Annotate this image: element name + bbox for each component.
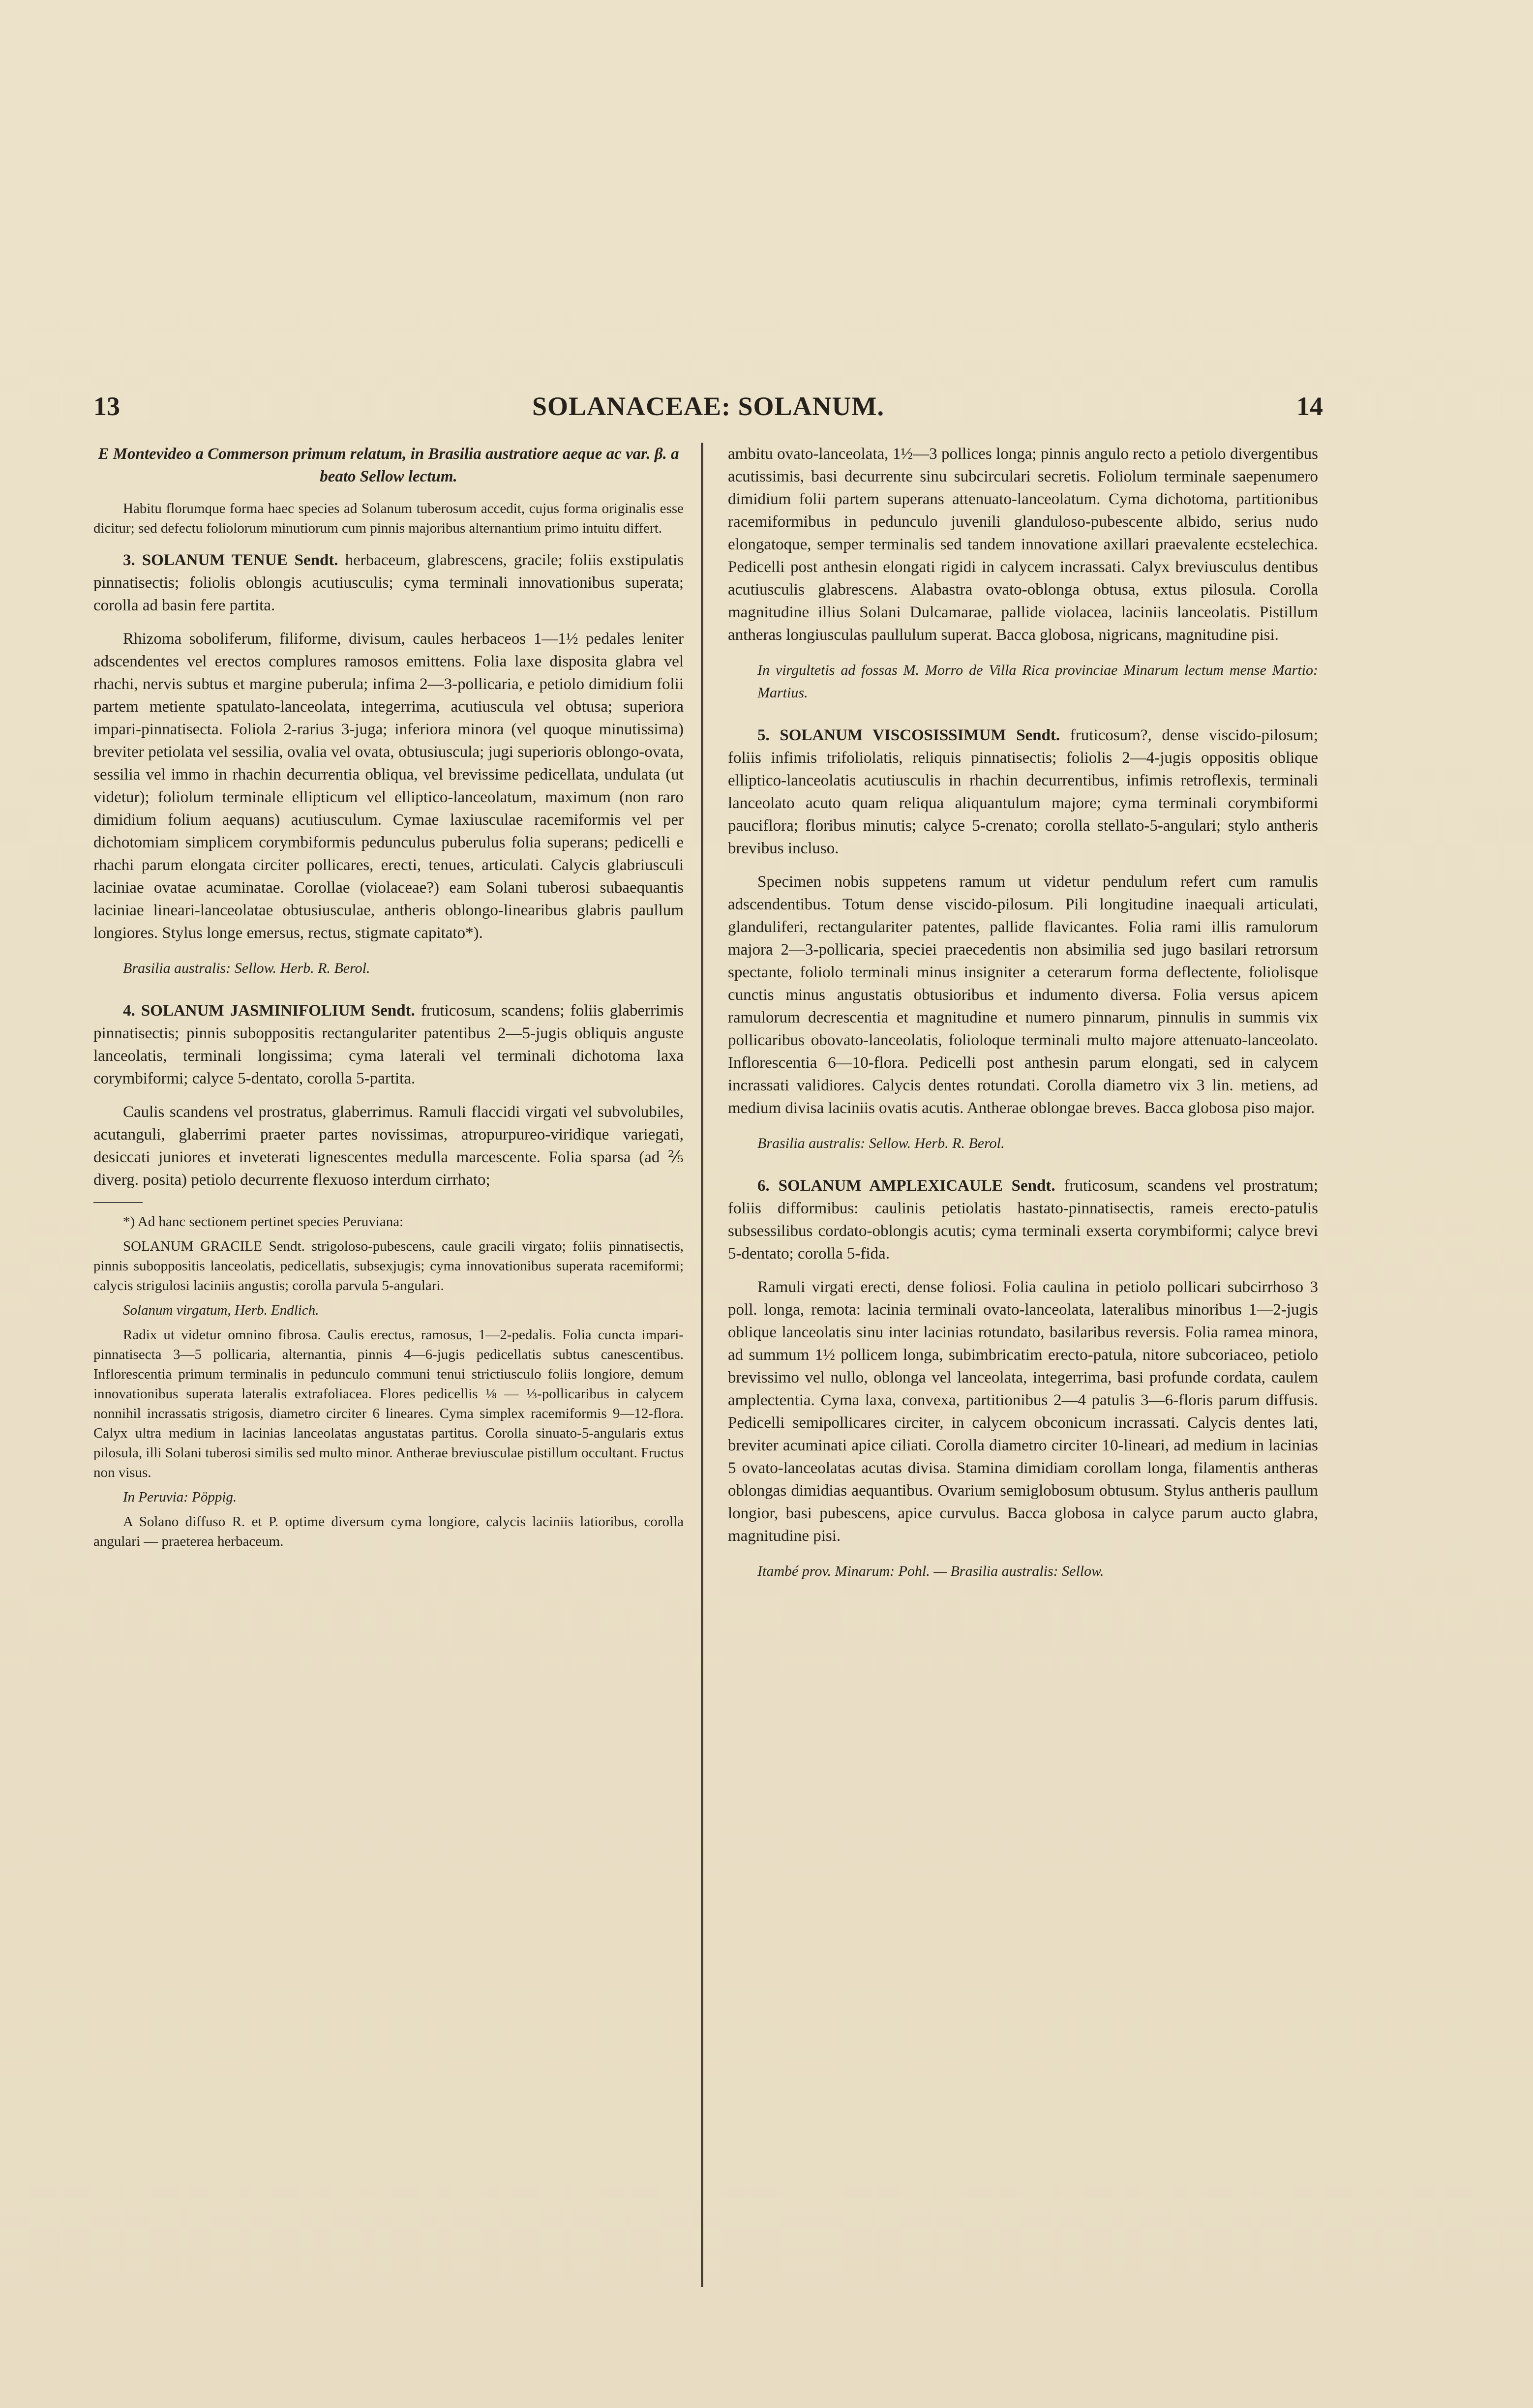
- footnote-description: Radix ut videtur omnino fibrosa. Caulis erectus, ramosus, 1—2-pedalis. Folia cuncta impari-pinnatisecta 3—5 pollicaria, alternantia, pinnis 4—6-jugis pedicellatis subtus canescentibus. Inflorescentia primum terminalis in pedunculo communi tenui strictiusculo foliis longiore, demum innovationibus superata lateralis extrafoliacea. Flores pedicellis ⅛ — ⅓-pollicaribus in calycem nonnihil incrassatis strigosis, diametro circiter 6 lineares. Cyma simplex racemiformis 9—12-flora. Calyx ultra medium in lacinias lanceolatas angustatas partitus. Corolla sinuato-5-angularis extus pilosula, illi Solani tuberosi similis sed multo minor. Antherae breviusculae pistillum occultant. Fructus non visus.: [93, 1327, 684, 1480]
- page-number-right: 14: [1296, 391, 1323, 421]
- species-5-locality: Brasilia australis: Sellow. Herb. R. Berol.: [757, 1135, 1005, 1151]
- footnote-locality: In Peruvia: Pöppig.: [123, 1489, 237, 1505]
- species-5-heading: 5. SOLANUM VISCOSISSIMUM Sendt.: [757, 726, 1060, 744]
- species-4-diagnosis-text: fruticosum, scandens; foliis glaberrimis pinnatisectis; pinnis suboppositis rectangulariter patentibus 2—5-jugis obliquis anguste lanceolatis, terminali longissima; cyma laterali vel terminali dichotoma laxa corymbiformi; calyce 5-dentato, corolla 5-partita.: [93, 1002, 684, 1087]
- footnote: [93, 1212, 684, 1551]
- footnote-synonym: Solanum virgatum, Herb. Endlich.: [123, 1302, 319, 1318]
- species-4-heading: 4. SOLANUM JASMINIFOLIUM Sendt.: [123, 1002, 415, 1020]
- species-5-diagnosis: [728, 724, 1318, 860]
- page-header: [93, 391, 1323, 425]
- species-4-continuation: ambitu ovato-lanceolata, 1½—3 pollices longa; pinnis angulo recto a petiolo divergentibus acutissimis, basi decurrente sinu subcirculari secretis. Foliolum terminale saepenumero dimidium folii partem superans attenuato-lanceolatum. Cyma dichotoma, partitionibus racemiformibus in pedunculo juvenili glanduloso-pubescente albido, serius nudo elongatoque, semper terminalis sed tandem innovatione axillari praevalente ecstelechica. Pedicelli post anthesin elongati rigidi in calycem incrassati. Calyx breviusculus dentibus acutiusculis glabrescens. Alabastra ovato-oblonga obtusa, extus pilosula. Corolla magnitudine illius Solani Dulcamarae, pallide violacea, laciniis lanceolatis. Pistillum antheras longiusculas paullulum superat. Bacca globosa, nigricans, magnitudine pisi.: [728, 445, 1318, 644]
- footnote-diagnosis: SOLANUM GRACILE Sendt. strigoloso-pubescens, caule gracili virgato; foliis pinnatisectis, pinnis suboppositis lanceolatis, pedicellatis, subsexjugis; cyma innovationibus superata racemiformi; calycis strigulosi laciniis angustis; corolla parvula 5-angulari.: [93, 1238, 684, 1294]
- species-6-diagnosis: [728, 1174, 1318, 1265]
- species-6-diagnosis-text: fruticosum, scandens vel prostratum; foliis difformibus: caulinis petiolatis hastato-pinnatisectis, rameis erecto-patulis subsessilibus cordato-oblongis acutis; cyma terminali exserta corymbiformi; calyce brevi 5-dentato; corolla 5-fida.: [728, 1177, 1318, 1263]
- footnote-remark: A Solano diffuso R. et P. optime diversum cyma longiore, calycis laciniis latioribus, corolla angulari — praeterea herbaceum.: [93, 1514, 684, 1549]
- column-divider: [701, 443, 703, 2287]
- species-5-description: Specimen nobis suppetens ramum ut videtur pendulum refert cum ramulis adscendentibus. Totum dense viscido-pilosum. Pili longitudine inaequali articulati, glanduliferi, rectangulariter patentes, pallide flavicantes. Folia rami illis ramulorum majora 2—3-pollicaria, speciei praecedentis non absimilia sed jugo basilari retrorsum spectante, foliolo terminali minus insigniter a ceterarum forma deflectente, foliolisque cunctis minus angustatis obtusioribus et indumento diversa. Folia versus apicem ramulorum decrescentia et magnitudine et numero pinnarum, pinnulis in summis vix pollicaribus obovato-lanceolatis, folioloque terminali multo majore attenuato-lanceolato. Inflorescentia 6—10-flora. Pedicelli post anthesin parum elongati, sed in calycem incrassati validiores. Calycis dentes rotundati. Corolla diametro vix 3 lin. metiens, ad medium divisa laciniis ovatis acutis. Antherae oblongae breves. Bacca globosa piso major.: [728, 873, 1318, 1117]
- species-4-locality: In virgultetis ad fossas M. Morro de Villa Rica provinciae Minarum lectum mense Martio: Martius.: [757, 662, 1318, 701]
- footnote-intro: *) Ad hanc sectionem pertinet species Peruviana:: [123, 1214, 404, 1230]
- intro-locality: E Montevideo a Commerson primum relatum, in Brasilia austratiore aeque ac var. β. a beato Sellow lectum.: [98, 445, 679, 485]
- footnote-rule: [93, 1202, 143, 1203]
- intro-note: Habitu florumque forma haec species ad Solanum tuberosum accedit, cujus forma originalis esse dicitur; sed defectu foliolorum minutiorum cum pinnis majoribus alternantium primo intuitu differt.: [93, 501, 684, 536]
- species-3-heading: 3. SOLANUM TENUE Sendt.: [123, 551, 338, 569]
- species-3-locality: Brasilia australis: Sellow. Herb. R. Berol.: [123, 960, 370, 976]
- right-column: [728, 443, 1318, 2262]
- left-column: [93, 443, 684, 2262]
- species-3-diagnosis: [93, 549, 684, 617]
- species-6-heading: 6. SOLANUM AMPLEXICAULE Sendt.: [757, 1177, 1055, 1195]
- running-title: SOLANACEAE: SOLANUM.: [532, 391, 885, 421]
- species-5-diagnosis-text: fruticosum?, dense viscido-pilosum; foliis infimis trifoliolatis, reliquis pinnatisectis; foliolis 2—4-jugis oppositis oblique elliptico-lanceolatis acutiusculis in rhachin decurrentibus, infimis retroflexis, terminali lanceolato acuto quam reliqua aliquantulum majore; cyma terminali corymbiformi pauciflora; floribus minutis; calyce 5-crenato; corolla stellato-5-angulari; stylo antheris brevibus incluso.: [728, 726, 1318, 857]
- species-3-description: Rhizoma soboliferum, filiforme, divisum, caules herbaceos 1—1½ pedales leniter adscendentes vel erectos complures ramosos emittens. Folia laxe disposita glabra vel rhachi, nervis subtus et margine puberula; infima 2—3-pollicaria, e petiolo dimidium folii partem metiente spatulato-lanceolata, integerrima, acutiuscula vel obtusa; superiora impari-pinnatisecta. Foliola 2-rarius 3-juga; inferiora minora (vel quoque minutissima) breviter petiolata vel sessilia, ovalia vel ovata, obtusiuscula; jugi superioris oblongo-ovata, sessilia vel immo in rhachin decurrentia obliqua, vel brevissime pedicellata, undulata (ut videtur); foliolum terminale ellipticum vel elliptico-lanceolatum, maximum (non raro dimidium folium aequans) acutiusculum. Cymae laxiusculae racemiformis vel per dichotomiam simplicem corymbiformis pedunculus puberulus folia superans; pedicelli e rhachi parum elongata circiter pollicares, erecti, tenues, articulati. Calycis glabriusculi laciniae ovatae acuminatae. Corollae (violaceae?) eam Solani tuberosi subaequantis laciniae lineari-lanceolatae obtusiusculae, antheris oblongo-linearibus glabris paullum longiores. Stylus longe emersus, rectus, stigmate capitato*).: [93, 630, 684, 942]
- species-3-diagnosis-text: herbaceum, glabrescens, gracile; foliis exstipulatis pinnatisectis; foliolis oblongis acutiusculis; cyma terminali innovationibus superata; corolla ad basin fere partita.: [93, 551, 684, 614]
- page-number-left: 13: [93, 391, 120, 421]
- species-6-description: Ramuli virgati erecti, dense foliosi. Folia caulina in petiolo pollicari subcirrhoso 3 poll. longa, remota: lacinia terminali ovato-lanceolata, lateralibus minoribus 1—2-jugis oblique lanceolatis sinu inter lacinias rotundato, basilaribus reversis. Folia ramea minora, ad summum 1½ pollicem longa, subimbricatim erecto-patula, nitore subcoriaceo, petiolo brevissimo vel nullo, oblonga vel lanceolata, integerrima, basi profunde cordata, caulem amplectentia. Cyma laxa, convexa, partitionibus 2—4 patulis 3—6-floris parum diffusis. Pedicelli semipollicares circiter, in calycem obconicum incrassati. Calycis dentes lati, breviter acuminati apice ciliati. Corolla diametro circiter 10-lineari, ad medium in lacinias 5 ovato-lanceolatas acutas divisa. Stamina dimidiam corollam longa, filamentis antheras oblongas dimidias aequantibus. Ovarium semiglobosum obtusum. Stylus antheris paullum longior, basi pubescens, apice curvulus. Bacca globosa in calyce parum aucto glabra, magnitudine pisi.: [728, 1278, 1318, 1545]
- species-4-diagnosis: [93, 999, 684, 1090]
- species-4-description: Caulis scandens vel prostratus, glaberrimus. Ramuli flaccidi virgati vel subvolubiles, acutanguli, glaberrimi praeter partes novissimas, atropurpureo-viridique variegati, desiccati juniores et inveterati lignescentes medulla marcescente. Folia sparsa (ad ⅖ diverg. posita) petiolo decurrente flexuoso interdum cirrhato;: [93, 1103, 684, 1189]
- species-6-locality: Itambé prov. Minarum: Pohl. — Brasilia australis: Sellow.: [757, 1563, 1104, 1579]
